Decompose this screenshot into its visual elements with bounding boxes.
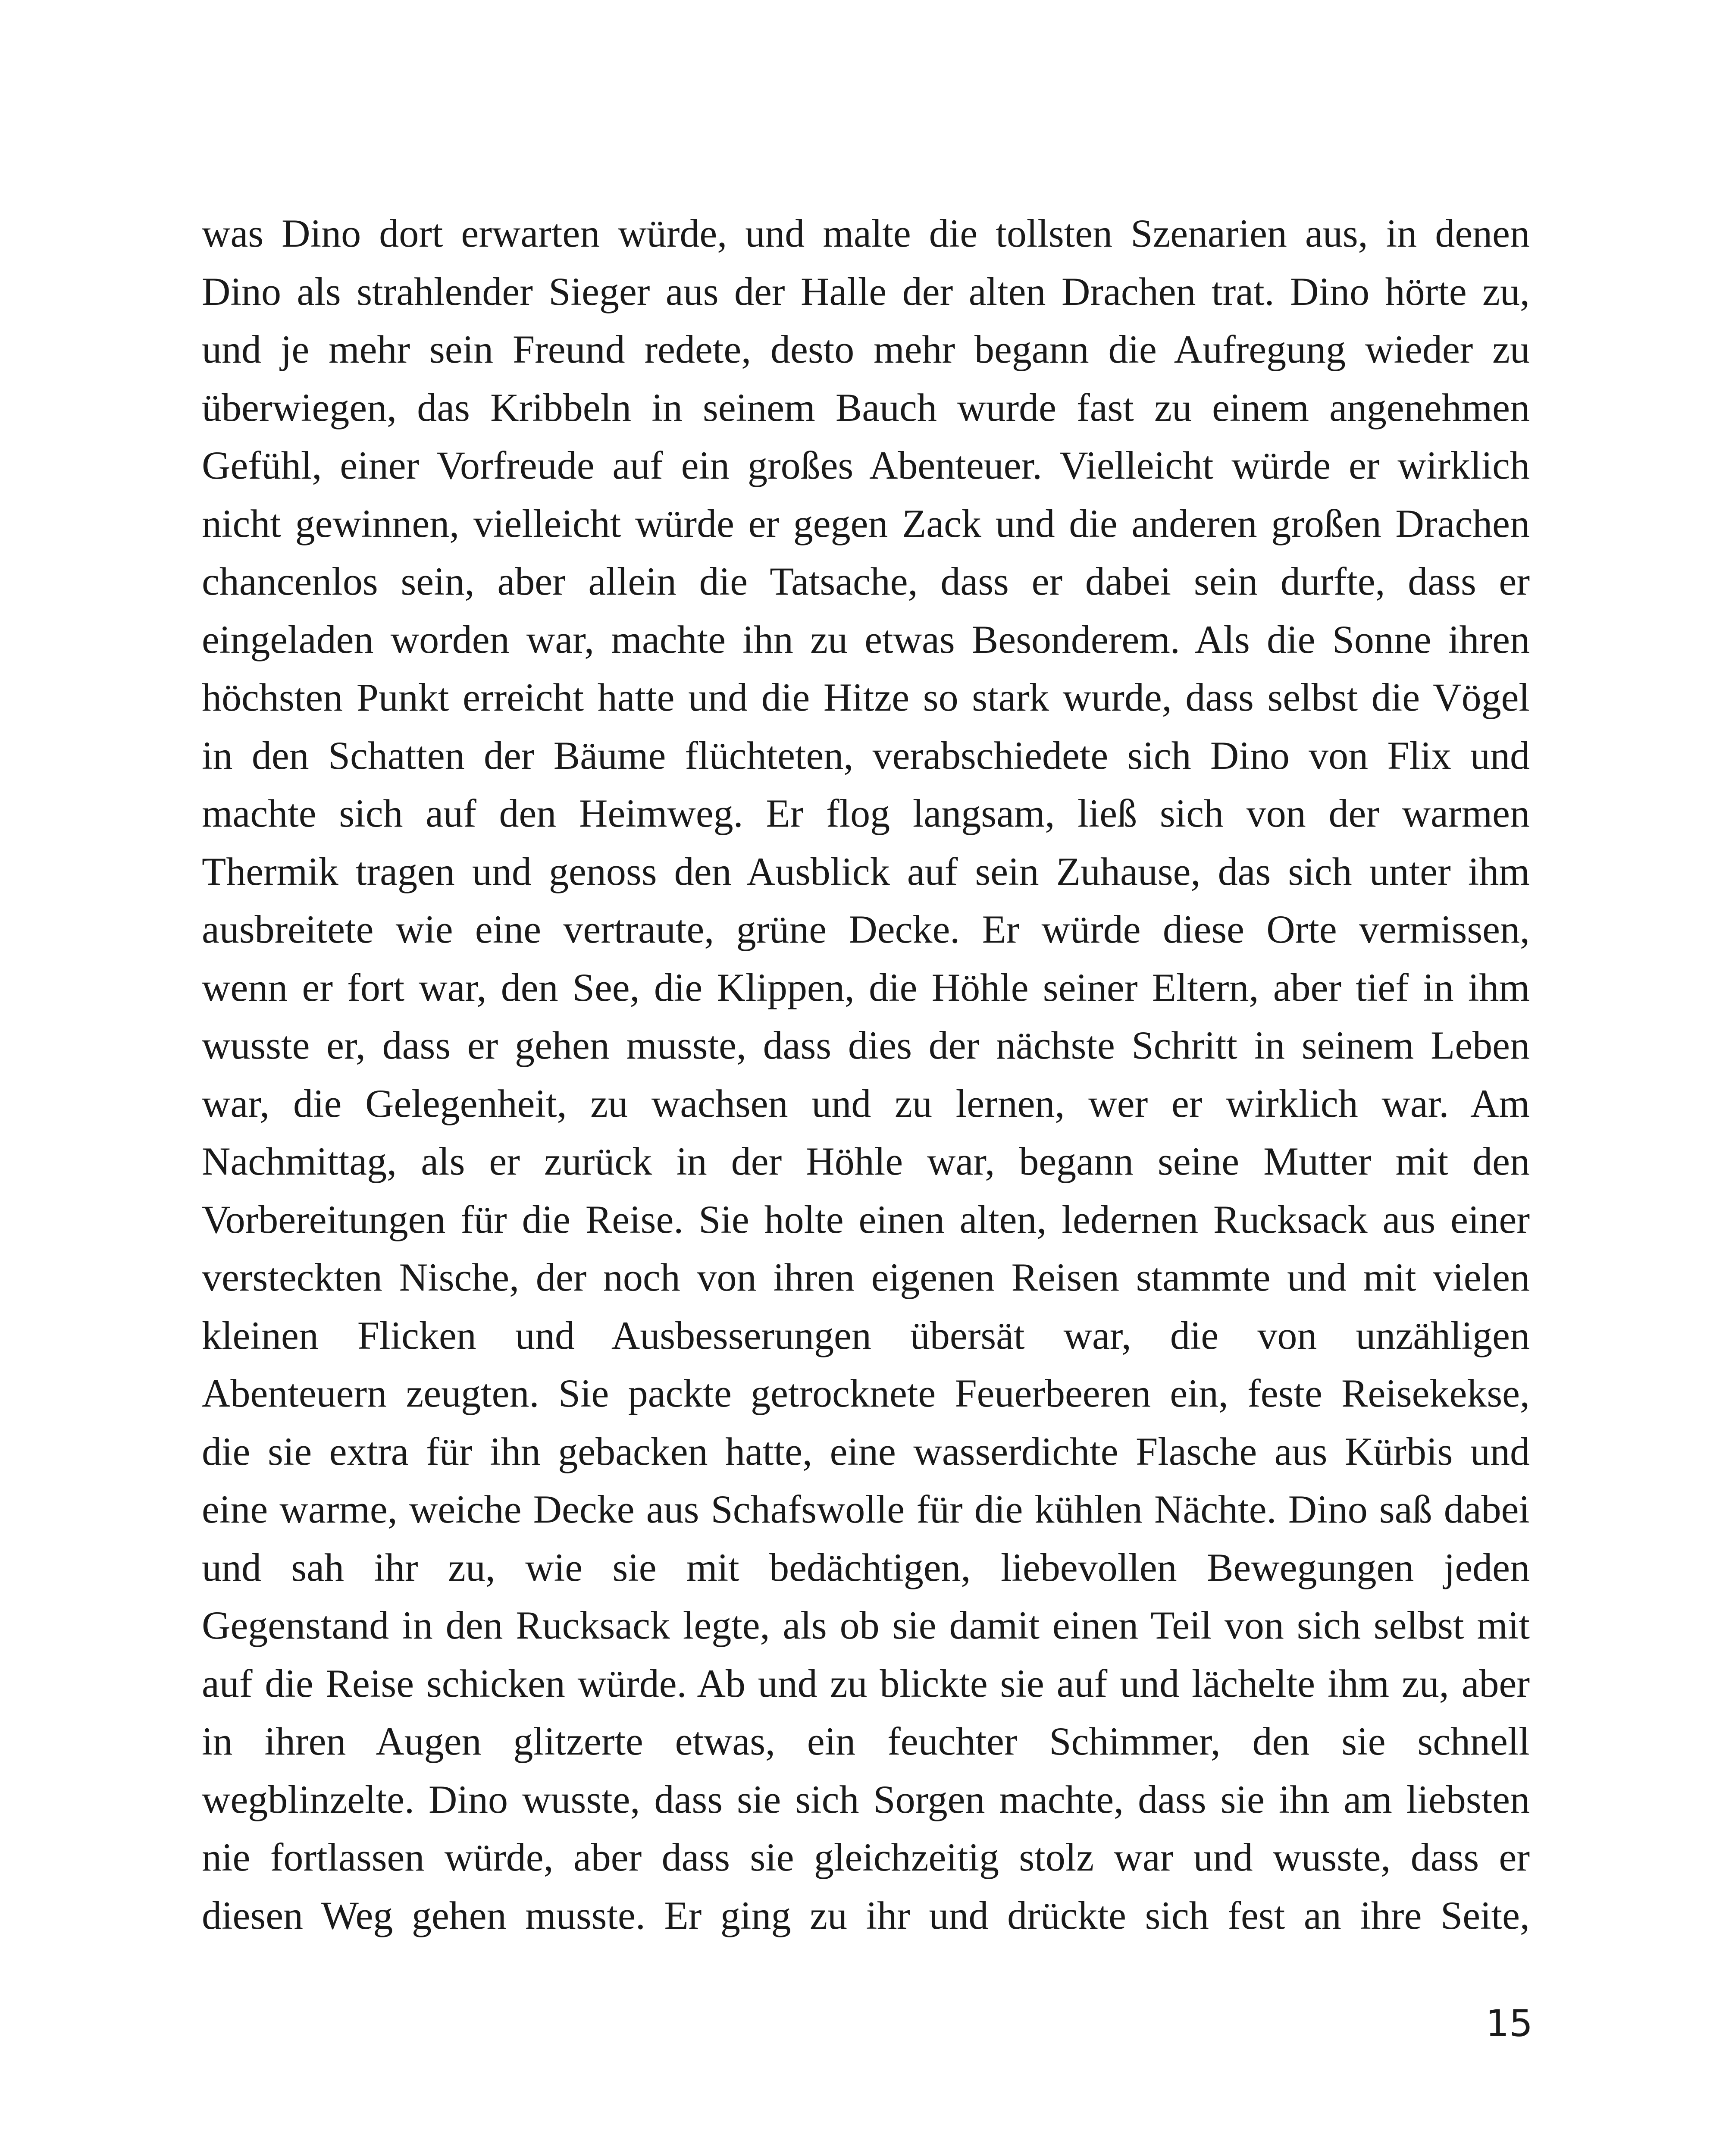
text-line-9: höchsten Punkt erreicht hatte und die Hitze so stark wurde, dass selbst die Vögel [202, 675, 1530, 719]
text-line-20: kleinen Flicken und Ausbesserungen übersät war, die von unzähligen [202, 1313, 1530, 1357]
text-line-2: Dino als strahlender Sieger aus der Halle der alten Drachen trat. Dino hörte zu, [202, 269, 1530, 313]
text-line-30: diesen Weg gehen musste. Er ging zu ihr und drückte sich fest an ihre Seite, [202, 1893, 1530, 1937]
text-line-4: überwiegen, das Kribbeln in seinem Bauch wurde fast zu einem angenehmen [202, 385, 1530, 429]
text-line-28: wegblinzelte. Dino wusste, dass sie sich Sorgen machte, dass sie ihn am liebsten [202, 1777, 1530, 1821]
text-line-22: die sie extra für ihn gebacken hatte, eine wasserdichte Flasche aus Kürbis und [202, 1429, 1530, 1473]
page-number: 15 [1485, 2002, 1533, 2045]
text-line-13: ausbreitete wie eine vertraute, grüne Decke. Er würde diese Orte vermissen, [202, 907, 1530, 951]
text-line-19: versteckten Nische, der noch von ihren eigenen Reisen stammte und mit vielen [202, 1255, 1530, 1299]
text-line-29: nie fortlassen würde, aber dass sie gleichzeitig stolz war und wusste, dass er [202, 1835, 1530, 1879]
text-line-5: Gefühl, einer Vorfreude auf ein großes Abenteuer. Vielleicht würde er wirklich [202, 443, 1530, 487]
text-line-24: und sah ihr zu, wie sie mit bedächtigen, liebevollen Bewegungen jeden [202, 1545, 1530, 1589]
text-line-10: in den Schatten der Bäume flüchteten, verabschiedete sich Dino von Flix und [202, 733, 1530, 777]
text-line-1: was Dino dort erwarten würde, und malte die tollsten Szenarien aus, in denen [202, 211, 1530, 255]
text-line-6: nicht gewinnen, vielleicht würde er gegen Zack und die anderen großen Drachen [202, 501, 1530, 545]
text-line-8: eingeladen worden war, machte ihn zu etwas Besonderem. Als die Sonne ihren [202, 617, 1530, 661]
text-line-27: in ihren Augen glitzerte etwas, ein feuchter Schimmer, den sie schnell [202, 1719, 1530, 1763]
text-line-21: Abenteuern zeugten. Sie packte getrocknete Feuerbeeren ein, feste Reisekekse, [202, 1371, 1530, 1415]
text-line-3: und je mehr sein Freund redete, desto mehr begann die Aufregung wieder zu [202, 327, 1530, 371]
text-line-12: Thermik tragen und genoss den Ausblick auf sein Zuhause, das sich unter ihm [202, 849, 1530, 893]
text-line-15: wusste er, dass er gehen musste, dass dies der nächste Schritt in seinem Leben [202, 1023, 1530, 1067]
body-text [202, 204, 1530, 1944]
text-line-25: Gegenstand in den Rucksack legte, als ob sie damit einen Teil von sich selbst mit [202, 1603, 1530, 1647]
text-line-23: eine warme, weiche Decke aus Schafswolle für die kühlen Nächte. Dino saß dabei [202, 1487, 1530, 1531]
text-line-18: Vorbereitungen für die Reise. Sie holte einen alten, ledernen Rucksack aus einer [202, 1197, 1530, 1241]
text-line-17: Nachmittag, als er zurück in der Höhle war, begann seine Mutter mit den [202, 1139, 1530, 1183]
text-line-14: wenn er fort war, den See, die Klippen, die Höhle seiner Eltern, aber tief in ihm [202, 965, 1530, 1009]
text-line-7: chancenlos sein, aber allein die Tatsache, dass er dabei sein durfte, dass er [202, 559, 1530, 603]
text-line-11: machte sich auf den Heimweg. Er flog langsam, ließ sich von der warmen [202, 791, 1530, 835]
text-line-16: war, die Gelegenheit, zu wachsen und zu lernen, wer er wirklich war. Am [202, 1081, 1530, 1125]
text-line-26: auf die Reise schicken würde. Ab und zu blickte sie auf und lächelte ihm zu, aber [202, 1661, 1530, 1705]
